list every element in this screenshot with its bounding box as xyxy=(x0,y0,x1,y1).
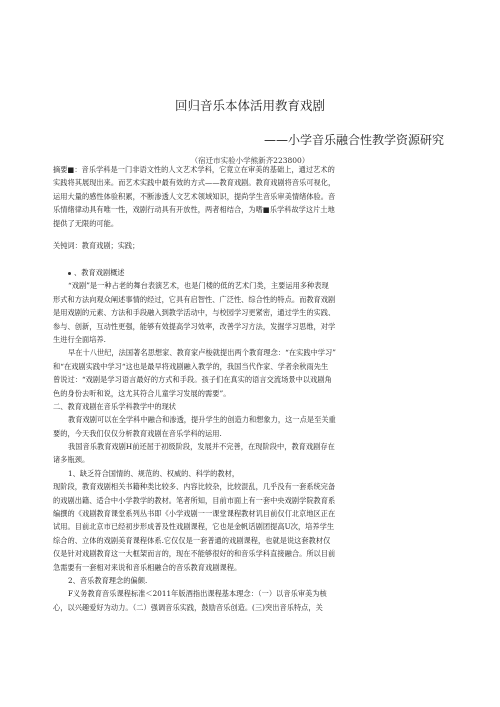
paragraph-line xyxy=(53,413,453,426)
paragraph-line xyxy=(53,520,453,533)
main-text xyxy=(53,266,453,614)
line-text: 1、缺乏符合国情的、规范的、权威的、科学的教材， xyxy=(68,468,240,478)
paragraph-line xyxy=(53,561,453,574)
line-text: “戏剧”是一种占老的舞台表演艺术，也是门楼的低的艺术门类，主要运用多种表现 xyxy=(68,281,329,291)
paragraph-line xyxy=(53,387,453,400)
paragraph-line xyxy=(53,346,453,359)
line-text: 仅是针对戏剧教育这一大框架而言的，现在不能够很好的和音乐学科直接融合。所以目前 xyxy=(53,549,336,559)
paragraph-line xyxy=(53,453,453,466)
line-text: 早在十八世纪，法国著名思想家、教育家卢梭就提出两个教育理念：“在实践中学习” xyxy=(68,348,337,358)
paragraph-line xyxy=(53,467,453,480)
line-text: 我国音乐教育戏剧H前还屈于初级阶段，发展并不完善，在现阶段中，教育戏剧存在 xyxy=(68,442,335,452)
abstract-line: 运用大量的感性体验积累，不断渗透人文艺术领域知识，提尚学生音乐审美情绪体验。音 xyxy=(53,191,336,201)
paragraph-line xyxy=(53,293,453,306)
line-text: 色的身份去听和说，这尤其符合儿童学习发展的需要”。 xyxy=(53,388,231,398)
line-text: 生进行全面培养. xyxy=(53,334,106,344)
paragraph-line xyxy=(53,373,453,386)
abstract-line: 乐情绪律动具有唯一性，戏剧行动具有开放性，两者相结合，为嗜■乐学科故学这片土地 xyxy=(53,205,335,215)
line-text: 试用。目前北京市已经初步形成普及性戏剧课程，它也是金帆话剧团提高U次，培养学生 xyxy=(53,522,335,532)
line-text: 的戏剧出籍、适合中小学教学的教材。笔者所知，目前市面上有一套中央戏剧学院教育系 xyxy=(53,495,336,505)
page-title: 回归音乐本体活用教育戏剧 xyxy=(174,98,325,113)
line-text: 2、音乐教育理念的偏颇. xyxy=(68,575,148,585)
line-text: 二、教育戏剧在音乐学科教学中的现状 xyxy=(53,401,177,411)
paragraph-line xyxy=(53,574,453,587)
paragraph-line xyxy=(53,279,453,292)
line-text: 诸多瓶颈。 xyxy=(53,455,90,465)
line-text: 编撰的《戏剧教育课堂系列丛书即《小学戏剧一一课堂课程教材讥目前仅仃北京地区正在 xyxy=(53,509,336,519)
abstract-line: 提供了无限的可能。 xyxy=(53,218,119,228)
paragraph-line xyxy=(53,507,453,520)
paragraph-line xyxy=(53,587,453,600)
line-text: 参与、创新，互动性更强，能够有效提高学习效率，改善学习方法，发掘学习思维，对学 xyxy=(53,321,336,331)
paragraph-line xyxy=(53,534,453,547)
paragraph-line xyxy=(53,400,453,413)
abstract xyxy=(53,163,453,230)
line-text: F义务教育音乐课程标准＜2011年版酒指出课程基本理念：（一）以音乐审美为核 xyxy=(68,589,327,599)
line-text: 心，以兴趣爱好为动力。（二）强调音乐实践，鼓励音乐创造。(三)突出音乐特点，关 xyxy=(53,602,323,612)
line-text: 形式和方法向观众阐述事情的经过，它具有启智性、广泛性、综合性的特点。而教育戏剧 xyxy=(53,294,336,304)
line-text: 曾说过：“戏剧是学习语言最好的方式和手段。孩子们在真实的语言交流场景中以戏剧角 xyxy=(53,375,332,385)
line-text: 、教育戏剧概述 xyxy=(74,268,125,277)
line-text: 是用戏剧的元素、方法和手段融入到教学活动中，与校园学习更紧密，通过学生的实践、 xyxy=(53,308,336,318)
keywords: 关钝词：教育戏剧；实践； xyxy=(53,241,140,250)
bullet-icon xyxy=(68,272,71,275)
line-text: 综合的、立体的戏剧美育课程体系.它仅仅是一套普通的戏剧课程，也就是说这套教材仅 xyxy=(53,535,331,545)
paragraph-line xyxy=(53,480,453,493)
paragraph-line xyxy=(53,320,453,333)
paragraph-line xyxy=(53,360,453,373)
paragraph-line xyxy=(53,333,453,346)
section-heading xyxy=(53,266,453,279)
abstract-line: 实践将其展现出来。而艺术实践中最有效的方式——教育戏剧。教育戏剧将音乐可视化， xyxy=(53,178,336,188)
line-text: 要的，今天我们仅仅分析教育戏剧在音乐学科的运用. xyxy=(53,428,222,438)
paragraph-line xyxy=(53,306,453,319)
paragraph-line xyxy=(53,494,453,507)
paragraph-line xyxy=(53,601,453,614)
author-affiliation: （宿迁市实验小学熊新齐223800） xyxy=(190,156,310,165)
line-text: 急需要有一套相对来说和音乐相融合的音乐教育戏剧课程。 xyxy=(53,562,242,572)
paragraph-line xyxy=(53,440,453,453)
line-text: 现阶段，教育戏剧相关书籍种类比较多、内容比较杂，比较混乱，几乎没有一套系统完备 xyxy=(53,482,336,492)
line-text: 教育戏剧可以在全学科中融合和渗透，提升学生的创造力和想象力，这一点是至关重 xyxy=(68,415,336,425)
subtitle-text: ——小学音乐融合性教学资源研究 xyxy=(264,133,445,147)
abstract-line: 摘要■：音乐学科是一门非语文性的人文艺术学科，它竟立在审美的基础上，通过艺术的 xyxy=(53,165,335,174)
line-text: 和“在戏剧实践中学习“这也是最早将戏剧融入教学的，我国当代作家、学者余秋雨先生 xyxy=(53,361,329,371)
paragraph-line xyxy=(53,547,453,560)
paragraph-line xyxy=(53,427,453,440)
